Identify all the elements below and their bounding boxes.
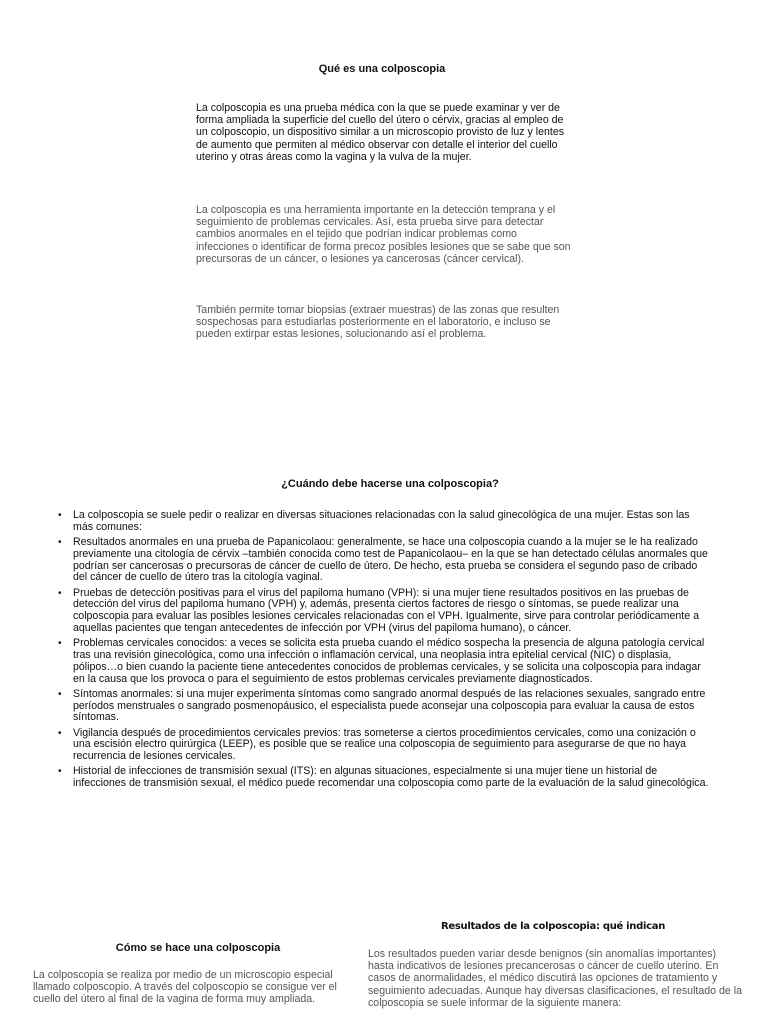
list-item: • Síntomas anormales: si una mujer experimenta síntomas como sangrado anormal después de las relaciones sexuales, sangrado entre períodos menstruales o sangrado posmenopáusico, el especialista puede aconsejar una colposcopia para evaluar la causa de estos síntomas.	[56, 689, 712, 724]
list-item: • Problemas cervicales conocidos: a veces se solicita esta prueba cuando el médico sospecha la presencia de alguna patología cervical tras una revisión ginecológica, como una infección o inflamación cervical, una neoplasia intra epitelial cervical (NIC) o displasia, pólipos…o bien cuando la paciente tiene antecedentes conocidos de problemas cervicales, y se solicita una colposcopia para indagar en la causa que los provoca o para el seguimiento de estos problemas cervicales previamente diagnosticados.	[56, 638, 712, 685]
list-item: • La colposcopia se suele pedir o realizar en diversas situaciones relacionadas con la salud ginecológica de una mujer. Estas son las más comunes:	[56, 510, 712, 534]
list-item: • Resultados anormales en una prueba de Papanicolaou: generalmente, se hace una colposcopia cuando a la mujer se le ha realizado previamente una citología de cérvix –también conocida como test de Papanicolaou– en la que se han detectado células anormales que podrían ser cancerosas o precursoras de cáncer de cuello de útero. De hecho, esta prueba se considera el segundo paso de cribado del cáncer de cuello de útero tras la citología vaginal.	[56, 537, 712, 584]
results-paragraph: Los resultados pueden variar desde benignos (sin anomalías importantes) hasta indicativos de lesiones precancerosas o cáncer de cuello uterino. En casos de anormalidades, el médico discutirá las opciones de tratamiento y seguimiento adecuadas. Aunque hay diversas clasificaciones, el resultado de la colposcopia se suele informar de la siguiente manera:	[368, 948, 742, 1009]
biopsy-paragraph: También permite tomar biopsias (extraer muestras) de las zonas que resulten sospechosas para estudiarlas posteriormente en el laboratorio, e incluso se pueden extirpar estas lesiones, solucionando así el problema.	[196, 304, 560, 341]
list-item: • Vigilancia después de procedimientos cervicales previos: tras someterse a ciertos procedimientos cervicales, como una conización o una escisión electro quirúrgica (LEEP), es posible que se realice una colposcopia de seguimiento para asegurarse de que no haya recurrencia de lesiones cervicales.	[56, 728, 712, 763]
section-title-que-es: Qué es una colposcopia	[318, 63, 446, 75]
intro-paragraph: La colposcopia es una prueba médica con la que se puede examinar y ver de forma ampliada la superficie del cuello del útero o cérvix, gracias al empleo de un colposcopio, un dispositivo similar a un microscopio provisto de luz y lentes de aumento que permiten al médico observar con detalle el interior del cuello uterino y otras áreas como la vagina y la vulva de la mujer.	[196, 102, 565, 163]
section-title-cuando: ¿Cuándo debe hacerse una colposcopia?	[281, 478, 499, 490]
procedure-paragraph: La colposcopia se realiza por medio de un microscopio especial llamado colposcopio. A través del colposcopio se consigue ver el cuello del útero al final de la vagina de forma muy ampliada.	[33, 969, 337, 1006]
section-title-como: Cómo se hace una colposcopia	[115, 942, 281, 954]
list-item: • Historial de infecciones de transmisión sexual (ITS): en algunas situaciones, especialmente si una mujer tiene un historial de infecciones de transmisión sexual, el médico puede recomendar una colposcopia como parte de la evaluación de la salud ginecológica.	[56, 766, 712, 790]
section-title-resultados: Resultados de la colposcopia: qué indican	[440, 921, 666, 932]
indications-list	[56, 510, 712, 793]
detection-paragraph: La colposcopia es una herramienta importante en la detección temprana y el seguimiento de problemas cervicales. Así, esta prueba sirve para detectar cambios anormales en el tejido que podrían indicar problemas como infecciones o identificar de forma precoz posibles lesiones que se sabe que son precursoras de un cáncer, o lesiones ya cancerosas (cáncer cervical).	[196, 204, 571, 265]
list-item: • Pruebas de detección positivas para el virus del papiloma humano (VPH): si una mujer tiene resultados positivos en las pruebas de detección del virus del papiloma humano (VPH) y, además, presenta ciertos factores de riesgo o síntomas, se puede realizar una colposcopia para evaluar las posibles lesiones cervicales relacionadas con el VPH. Igualmente, sirve para controlar periódicamente a aquellas pacientes que tengan antecedentes de infección por VPH (virus del papiloma humano), o cáncer.	[56, 588, 712, 635]
